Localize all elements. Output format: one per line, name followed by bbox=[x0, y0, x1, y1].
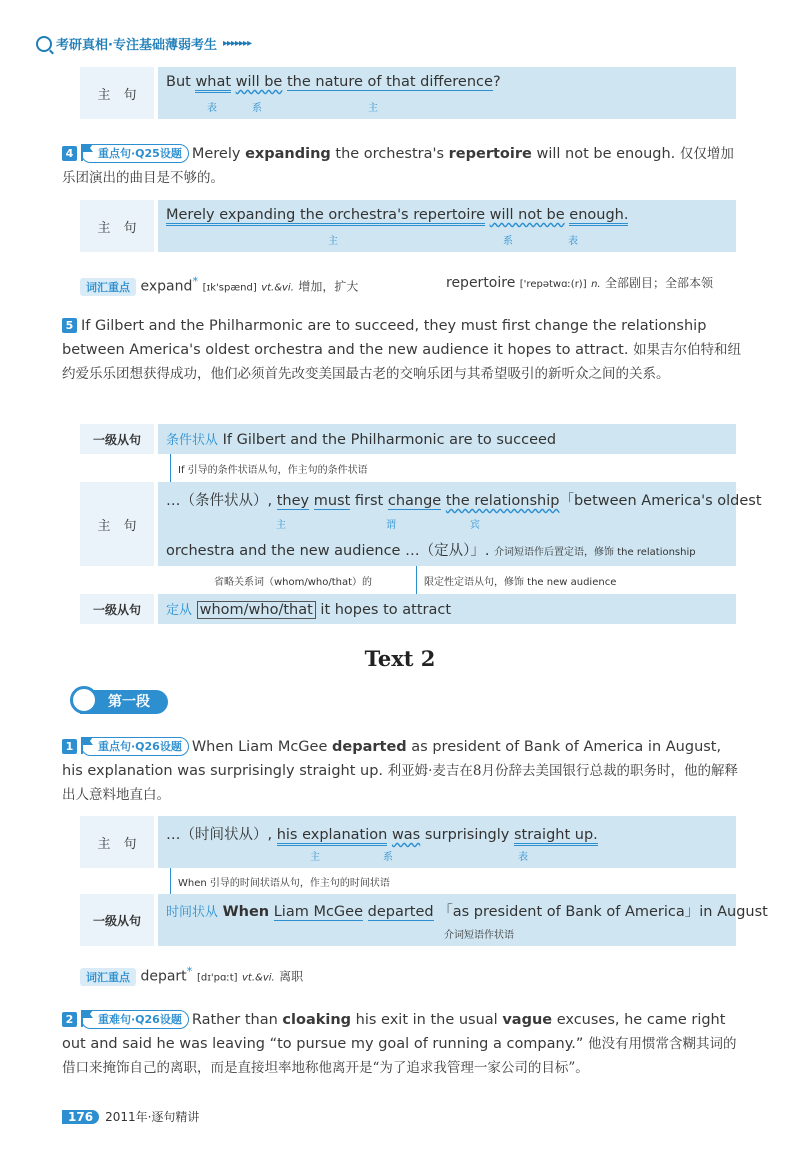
clause-type-tag: 时间状从 bbox=[166, 905, 219, 920]
predicate: change bbox=[387, 493, 442, 509]
tag-linking: 系 bbox=[503, 236, 513, 247]
vocab-meaning: 全部剧目；全部本领 bbox=[605, 276, 714, 290]
connector-line bbox=[170, 454, 171, 482]
predicative: enough. bbox=[569, 207, 628, 226]
section-heading: Text 2 bbox=[364, 646, 436, 671]
header-title: 考研真相·专注基础薄弱考生 bbox=[56, 38, 217, 53]
vocab-meaning: 离职 bbox=[279, 969, 304, 984]
label-first-clause: 一级从句 bbox=[80, 424, 154, 454]
tag-subject: 主 bbox=[368, 103, 378, 114]
tag-object: 宾 bbox=[470, 520, 480, 531]
tag-predicative: 表 bbox=[207, 103, 217, 114]
label-main-clause: 主 句 bbox=[80, 816, 154, 868]
chinese-translation: 利亚姆·麦吉在8月份辞去美国银行总裁的职务时，他的解释出人意料地直白。 bbox=[62, 763, 739, 803]
analysis-sentence: But what will be the nature of that difference? bbox=[166, 74, 501, 90]
label-first-clause: 一级从句 bbox=[80, 594, 154, 624]
footer-text: 2011年·逐句精讲 bbox=[105, 1110, 200, 1124]
predicative: straight up. bbox=[514, 827, 598, 846]
annotation-note: When 引导的时间状语从句，作主句的时间状语 bbox=[178, 878, 390, 889]
vocab-row bbox=[80, 274, 740, 296]
vocab-pos: vt.&vi. bbox=[261, 282, 294, 294]
connector-line bbox=[170, 868, 171, 894]
page-number: 176 bbox=[62, 1110, 99, 1124]
omitted-relative: whom/who/that bbox=[197, 601, 316, 619]
clause-type-tag: 条件状从 bbox=[166, 433, 219, 448]
annotation-note: 限定性定语从句，修饰 the new audience bbox=[424, 577, 617, 588]
search-q-icon bbox=[36, 36, 52, 52]
linking-verb: will be bbox=[235, 74, 283, 90]
vocab-star: * bbox=[192, 274, 199, 288]
tag-predicate: 谓 bbox=[386, 520, 396, 531]
tag-subject: 主 bbox=[310, 852, 320, 863]
clause-text: 「as president of Bank of America」in August bbox=[438, 904, 768, 920]
vocab-word: repertoire bbox=[446, 275, 516, 291]
chinese-translation: 他没有用惯常含糊其词的借口来掩饰自己的离职，而是直接坦率地称他离开是“为了追求我管理一家公司的目标”。 bbox=[62, 1036, 737, 1076]
predicative-what: what bbox=[195, 74, 231, 93]
object: the relationship bbox=[445, 493, 560, 509]
vocab-pos: vt.&vi. bbox=[242, 972, 275, 984]
tag-predicative: 表 bbox=[518, 852, 528, 863]
sentence-4: 4 重点句·Q25设题 Merely expanding the orchestra's repertoire will not be enough. 仅仅增加乐团演出的曲目是不够的。 bbox=[62, 142, 742, 190]
subject-phrase: Merely expanding the orchestra's repertoire bbox=[166, 207, 485, 226]
analysis-box: …（时间状从）, his explanation was surprisingly straight up. 主 系 表 bbox=[158, 816, 736, 868]
connector-line bbox=[416, 566, 417, 596]
flag-icon bbox=[79, 735, 95, 755]
vocab-pos: n. bbox=[591, 279, 601, 290]
flag-icon bbox=[79, 1008, 95, 1028]
annotation-note: If 引导的条件状语从句，作主句的条件状语 bbox=[178, 465, 368, 476]
vocab-tag: 词汇重点 bbox=[80, 278, 136, 296]
sentence-number: 2 bbox=[62, 1012, 77, 1027]
sentence-number: 5 bbox=[62, 318, 77, 333]
label-main-clause: 主 句 bbox=[80, 200, 154, 252]
tag-subject: 主 bbox=[328, 236, 338, 247]
sentence-number: 4 bbox=[62, 146, 77, 161]
tag-predicative: 表 bbox=[568, 236, 578, 247]
key-sentence-tag: 重点句·Q25设题 bbox=[81, 144, 189, 163]
page-footer bbox=[62, 1108, 199, 1125]
analysis-box: …（条件状从）, they must first change the relationship「between America's oldest 主 谓 宾 orchestra and the new audience …（定从）」. 介词短语作后置定语，修饰 the relationship bbox=[158, 482, 736, 566]
subject-phrase: the nature of that difference bbox=[286, 74, 493, 90]
key-sentence-tag: 重点句·Q26设题 bbox=[81, 737, 189, 756]
chinese-translation: 仅仅增加乐团演出的曲目是不够的。 bbox=[62, 146, 734, 186]
vocab-star: * bbox=[186, 964, 193, 978]
vocab-phonetic: [ɪk'spænd] bbox=[202, 282, 257, 294]
subject: Liam McGee bbox=[273, 904, 364, 920]
vocab-phonetic: [dɪ'pɑːt] bbox=[196, 972, 238, 984]
header-arrows: ▸▸▸▸▸▸▸ bbox=[222, 38, 252, 49]
subject: they bbox=[276, 493, 310, 509]
running-header bbox=[36, 34, 251, 53]
conjunction: When bbox=[222, 904, 270, 920]
vocab-meaning: 增加，扩大 bbox=[298, 279, 359, 294]
vocab-word: depart bbox=[140, 968, 187, 985]
chinese-translation: 如果吉尔伯特和纽约爱乐乐团想获得成功，他们必须首先改变美国最古老的交响乐团与其希望吸引的新听众之间的关系。 bbox=[62, 342, 742, 382]
analysis-box bbox=[158, 894, 768, 946]
sentence-1: 1 重点句·Q26设题 When Liam McGee departed as president of Bank of America in August, his explanation was surprisingly straight up. 利亚姆·麦吉在8月份辞去美国银行总裁的职务时，他的解释出人意料地直白。 bbox=[62, 735, 742, 807]
predicate: departed bbox=[367, 904, 434, 920]
linking-verb: was bbox=[391, 827, 421, 843]
analysis-box bbox=[158, 594, 736, 624]
vocab-word: expand bbox=[140, 278, 193, 295]
modal: must bbox=[313, 493, 351, 509]
tag-linking: 系 bbox=[252, 103, 262, 114]
annotation-note: 介词短语作后置定语，修饰 the relationship bbox=[494, 547, 696, 558]
clause-text: it hopes to attract bbox=[320, 602, 452, 618]
q-icon bbox=[70, 686, 98, 714]
label-main-clause: 主 句 bbox=[80, 482, 154, 566]
subject: his explanation bbox=[277, 827, 388, 846]
linking-verb: will not be bbox=[489, 207, 565, 223]
paragraph-title bbox=[80, 690, 168, 714]
annotation-note: 介词短语作状语 bbox=[444, 930, 514, 941]
analysis-box bbox=[158, 67, 736, 119]
sentence-5: 5 If Gilbert and the Philharmonic are to succeed, they must first change the relationship between America's oldest orchestra and the new audience it hopes to attract. 如果吉尔伯特和纽约爱乐乐团想获得成功，他们必须首先改变美国最古老的交响乐团与其希望吸引的新听众之间的关系。 bbox=[62, 318, 742, 382]
tag-linking: 系 bbox=[383, 852, 393, 863]
paragraph-label: 第一段 bbox=[108, 694, 150, 710]
label-first-clause: 一级从句 bbox=[80, 894, 154, 946]
sentence-number: 1 bbox=[62, 739, 77, 754]
vocab-tag: 词汇重点 bbox=[80, 968, 136, 986]
hard-sentence-tag: 重难句·Q26设题 bbox=[81, 1010, 189, 1029]
analysis-box bbox=[158, 424, 736, 454]
vocab-row bbox=[80, 964, 303, 986]
tag-subject: 主 bbox=[276, 520, 286, 531]
flag-icon bbox=[79, 142, 95, 162]
analysis-sentence bbox=[166, 207, 628, 223]
label-main-clause: 主 句 bbox=[80, 67, 154, 119]
vocab-phonetic: ['repətwɑː(r)] bbox=[519, 279, 587, 290]
sentence-2: 2 重难句·Q26设题 Rather than cloaking his exit in the usual vague excuses, he came right out and said he was leaving “to pursue my goal of running a company.” 他没有用惯常含糊其词的借口来掩饰自己的离职，而是直接坦率地称他离开是“为了追求我管理一家公司的目标”。 bbox=[62, 1008, 742, 1080]
clause-type-tag: 定从 bbox=[166, 603, 193, 618]
clause-text: If Gilbert and the Philharmonic are to succeed bbox=[222, 432, 557, 448]
annotation-note: 省略关系词（whom/who/that）的 bbox=[214, 577, 373, 588]
analysis-box bbox=[158, 200, 736, 252]
